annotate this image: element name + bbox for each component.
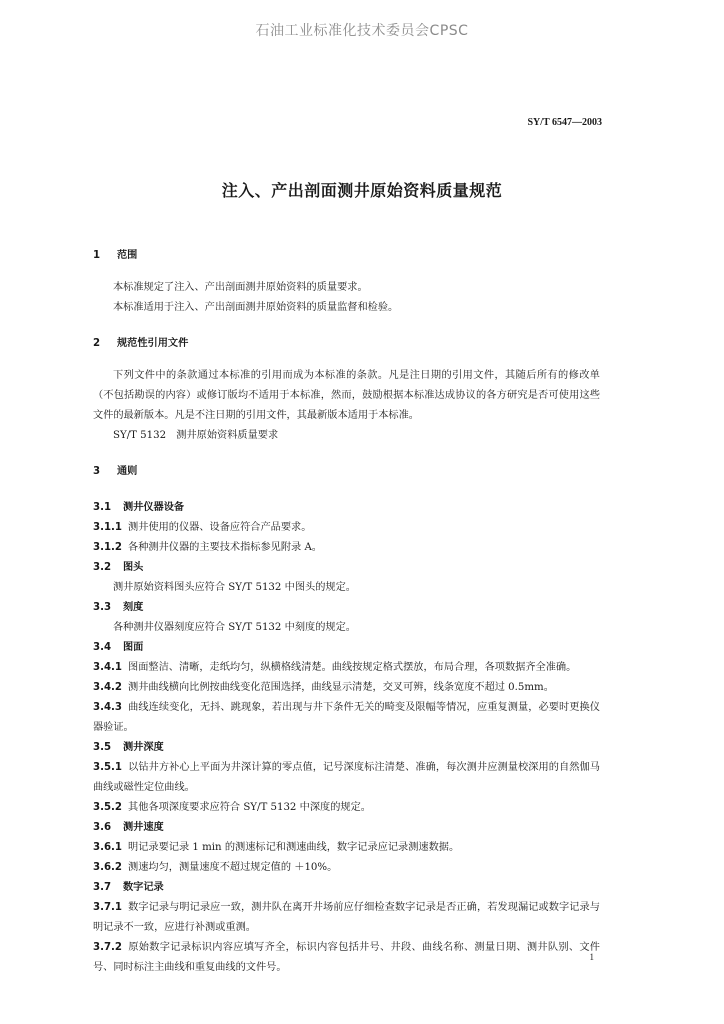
clause-number: 3.6.2 xyxy=(93,862,123,873)
clause xyxy=(93,838,600,858)
subsection-title: 数字记录 xyxy=(123,882,164,893)
clause-text: 明记录要记录 1 min 的测速标记和测速曲线，数字记录应记录测速数据。 xyxy=(128,842,460,853)
subsection-heading xyxy=(93,498,600,518)
clause-number: 3.7.1 xyxy=(93,902,123,913)
clause xyxy=(93,518,600,538)
section-number: 1 xyxy=(93,250,101,261)
subsection-title: 测井速度 xyxy=(123,822,164,833)
clause-number: 3.1.2 xyxy=(93,542,123,553)
clause xyxy=(93,698,600,738)
section-heading xyxy=(93,462,600,482)
section-heading xyxy=(93,334,600,354)
clause-number: 3.4.3 xyxy=(93,702,123,713)
clause xyxy=(93,658,600,678)
clause xyxy=(93,858,600,878)
section-number: 2 xyxy=(93,338,101,349)
document-body xyxy=(93,246,600,978)
subsection-title: 测井深度 xyxy=(123,742,164,753)
paragraph: 本标准规定了注入、产出剖面测井原始资料的质量要求。 xyxy=(113,282,368,293)
subsection-heading xyxy=(93,638,600,658)
subsection-heading xyxy=(93,598,600,618)
clause xyxy=(93,898,600,938)
clause-text: 测井曲线横向比例按曲线变化范围选择，曲线显示清楚，交叉可辨，线条宽度不超过 0.5mm。 xyxy=(128,682,554,693)
page-number: 1 xyxy=(589,952,594,962)
subsection-title: 测井仪器设备 xyxy=(123,502,185,513)
clause-text: 各种测井仪器的主要技术指标参见附录 A。 xyxy=(128,542,322,553)
section-title: 规范性引用文件 xyxy=(117,338,189,349)
clause-text: 其他各项深度要求应符合 SY/T 5132 中深度的规定。 xyxy=(128,802,371,813)
clause-number: 3.4.2 xyxy=(93,682,123,693)
clause-text: 数字记录与明记录应一致，测井队在离开井场前应仔细检查数字记录是否正确，若发现漏记或数字记录与明记录不一致，应进行补测或重测。 xyxy=(93,902,600,933)
clause-number: 3.7.2 xyxy=(93,942,123,953)
document-title: 注入、产出剖面测井原始资料质量规范 xyxy=(221,181,503,200)
subsection-number: 3.2 xyxy=(93,562,112,573)
subsection-title: 图面 xyxy=(123,642,144,653)
paragraph: 测井原始资料图头应符合 SY/T 5132 中图头的规定。 xyxy=(113,582,356,593)
clause xyxy=(93,938,600,978)
paragraph: 下列文件中的条款通过本标准的引用而成为本标准的条款。凡是注日期的引用文件，其随后所有的修改单（不包括勘误的内容）或修订版均不适用于本标准，然而，鼓励根据本标准达成协议的各方研究是否可使用这些文件的最新版本。凡是不注日期的引用文件，其最新版本适用于本标准。 xyxy=(93,370,600,421)
section-number: 3 xyxy=(93,466,101,477)
clause-number: 3.6.1 xyxy=(93,842,123,853)
subsection-heading xyxy=(93,738,600,758)
standard-code: SY/T 6547—2003 xyxy=(527,117,602,128)
clause xyxy=(93,538,600,558)
subsection-number: 3.5 xyxy=(93,742,112,753)
subsection-number: 3.1 xyxy=(93,502,112,513)
clause-number: 3.5.2 xyxy=(93,802,123,813)
reference-item: SY/T 5132 测井原始资料质量要求 xyxy=(113,430,279,441)
clause-number: 3.4.1 xyxy=(93,662,123,673)
clause-text: 测速均匀，测量速度不超过规定值的 ＋10%。 xyxy=(128,862,338,873)
subsection-heading xyxy=(93,818,600,838)
subsection-number: 3.4 xyxy=(93,642,112,653)
clause xyxy=(93,758,600,798)
clause-text: 曲线连续变化，无抖、跳现象，若出现与井下条件无关的畸变及限幅等情况，应重复测量，必要时更换仪器验证。 xyxy=(93,702,600,733)
clause-text: 原始数字记录标识内容应填写齐全，标识内容包括井号、井段、曲线名称、测量日期、测井队别、文件号、同时标注主曲线和重复曲线的文件号。 xyxy=(93,942,600,973)
section-title: 范围 xyxy=(117,250,138,261)
subsection-heading xyxy=(93,878,600,898)
subsection-number: 3.6 xyxy=(93,822,112,833)
clause xyxy=(93,798,600,818)
clause xyxy=(93,678,600,698)
section-title: 通则 xyxy=(117,466,138,477)
subsection-title: 刻度 xyxy=(123,602,144,613)
clause-text: 图面整洁、清晰，走纸均匀，纵横格线清楚。曲线按规定格式摆放，布局合理，各项数据齐全准确。 xyxy=(128,662,577,673)
watermark-header: 石油工业标准化技术委员会CPSC xyxy=(255,23,469,39)
clause-number: 3.1.1 xyxy=(93,522,123,533)
section-heading xyxy=(93,246,600,266)
subsection-title: 图头 xyxy=(123,562,144,573)
subsection-number: 3.3 xyxy=(93,602,112,613)
clause-text: 以钻井方补心上平面为井深计算的零点值，记号深度标注清楚、准确，每次测井应测量校深用的自然伽马曲线或磁性定位曲线。 xyxy=(93,762,600,793)
subsection-number: 3.7 xyxy=(93,882,112,893)
paragraph: 各种测井仪器刻度应符合 SY/T 5132 中刻度的规定。 xyxy=(113,622,356,633)
clause-text: 测井使用的仪器、设备应符合产品要求。 xyxy=(128,522,312,533)
subsection-heading xyxy=(93,558,600,578)
clause-number: 3.5.1 xyxy=(93,762,123,773)
paragraph: 本标准适用于注入、产出剖面测井原始资料的质量监督和检验。 xyxy=(113,302,399,313)
